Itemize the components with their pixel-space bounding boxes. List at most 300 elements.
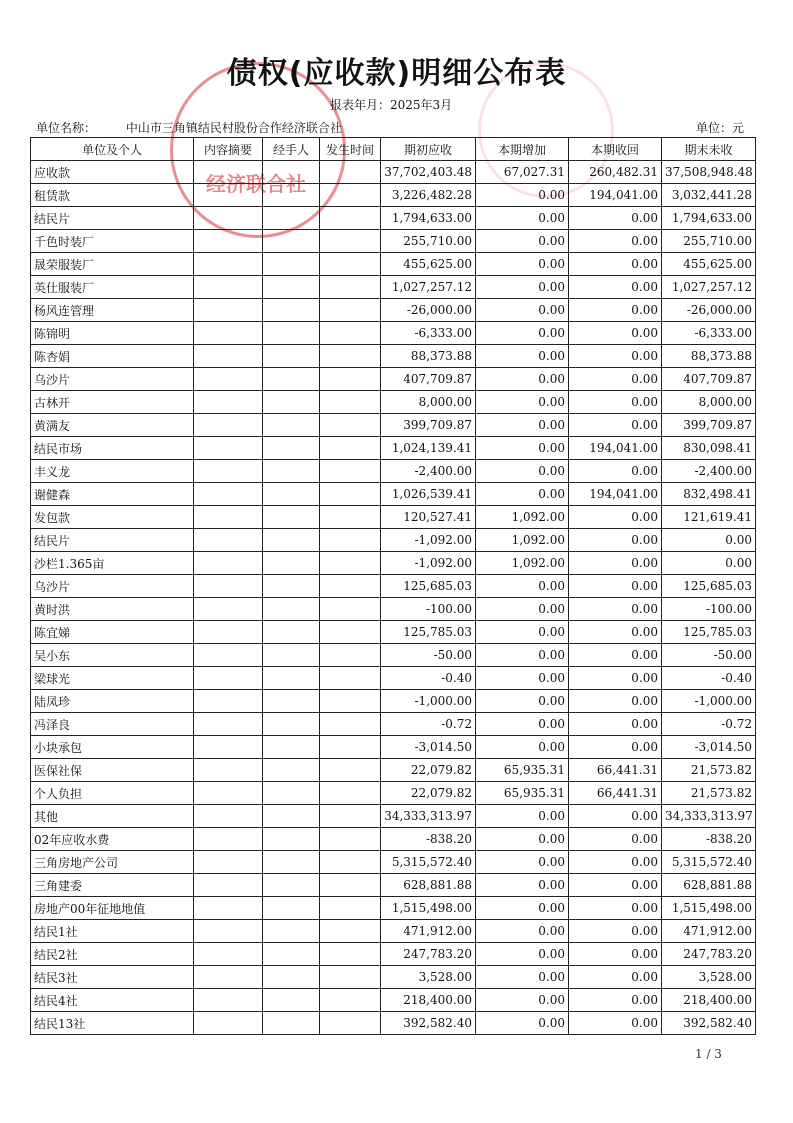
row-name: 发包款 bbox=[31, 506, 194, 529]
row-collected: 0.00 bbox=[569, 368, 662, 391]
row-name: 租赁款 bbox=[31, 184, 194, 207]
row-increase: 0.00 bbox=[476, 483, 569, 506]
row-handler bbox=[263, 759, 320, 782]
row-handler bbox=[263, 690, 320, 713]
row-closing: 0.00 bbox=[662, 529, 756, 552]
row-increase: 0.00 bbox=[476, 851, 569, 874]
row-date bbox=[320, 575, 381, 598]
receivables-table bbox=[30, 137, 756, 1035]
row-collected: 0.00 bbox=[569, 575, 662, 598]
row-summary bbox=[194, 437, 263, 460]
table-row bbox=[31, 253, 756, 276]
table-row bbox=[31, 690, 756, 713]
row-date bbox=[320, 161, 381, 184]
row-date bbox=[320, 368, 381, 391]
row-increase: 0.00 bbox=[476, 322, 569, 345]
row-increase: 65,935.31 bbox=[476, 782, 569, 805]
row-opening: -0.40 bbox=[381, 667, 476, 690]
row-name: 三角建委 bbox=[31, 874, 194, 897]
row-summary bbox=[194, 230, 263, 253]
page-indicator: 1 / 3 bbox=[695, 1047, 722, 1061]
row-name: 黄满友 bbox=[31, 414, 194, 437]
table-row bbox=[31, 644, 756, 667]
report-period: 报表年月：2025年3月 bbox=[330, 98, 453, 112]
table-row bbox=[31, 943, 756, 966]
row-increase: 0.00 bbox=[476, 437, 569, 460]
row-handler bbox=[263, 299, 320, 322]
row-closing: 34,333,313.97 bbox=[662, 805, 756, 828]
row-collected: 0.00 bbox=[569, 621, 662, 644]
table-row bbox=[31, 897, 756, 920]
row-date bbox=[320, 828, 381, 851]
row-date bbox=[320, 253, 381, 276]
row-date bbox=[320, 460, 381, 483]
row-opening: 1,024,139.41 bbox=[381, 437, 476, 460]
row-closing: 830,098.41 bbox=[662, 437, 756, 460]
row-summary bbox=[194, 644, 263, 667]
row-increase: 0.00 bbox=[476, 966, 569, 989]
row-opening: 628,881.88 bbox=[381, 874, 476, 897]
unit-name-label: 单位名称： bbox=[36, 121, 97, 135]
row-collected: 0.00 bbox=[569, 529, 662, 552]
row-increase: 0.00 bbox=[476, 230, 569, 253]
row-increase: 0.00 bbox=[476, 989, 569, 1012]
row-handler bbox=[263, 483, 320, 506]
row-closing: 832,498.41 bbox=[662, 483, 756, 506]
row-increase: 65,935.31 bbox=[476, 759, 569, 782]
row-opening: -6,333.00 bbox=[381, 322, 476, 345]
row-increase: 0.00 bbox=[476, 828, 569, 851]
row-closing: 399,709.87 bbox=[662, 414, 756, 437]
row-handler bbox=[263, 460, 320, 483]
row-closing: -0.40 bbox=[662, 667, 756, 690]
row-date bbox=[320, 690, 381, 713]
row-increase: 0.00 bbox=[476, 368, 569, 391]
row-collected: 0.00 bbox=[569, 276, 662, 299]
table-row bbox=[31, 759, 756, 782]
row-date bbox=[320, 483, 381, 506]
row-closing: 21,573.82 bbox=[662, 782, 756, 805]
row-collected: 0.00 bbox=[569, 736, 662, 759]
row-summary bbox=[194, 851, 263, 874]
row-collected: 0.00 bbox=[569, 207, 662, 230]
row-collected: 0.00 bbox=[569, 299, 662, 322]
row-summary bbox=[194, 621, 263, 644]
row-name: 陈杏娟 bbox=[31, 345, 194, 368]
table-row bbox=[31, 437, 756, 460]
unit-name-line bbox=[36, 119, 342, 136]
row-name: 结民片 bbox=[31, 529, 194, 552]
row-summary bbox=[194, 828, 263, 851]
row-closing: -3,014.50 bbox=[662, 736, 756, 759]
row-opening: -3,014.50 bbox=[381, 736, 476, 759]
row-collected: 260,482.31 bbox=[569, 161, 662, 184]
row-collected: 0.00 bbox=[569, 989, 662, 1012]
row-increase: 0.00 bbox=[476, 391, 569, 414]
row-summary bbox=[194, 529, 263, 552]
row-handler bbox=[263, 598, 320, 621]
col-header-date: 发生时间 bbox=[320, 138, 381, 161]
row-date bbox=[320, 920, 381, 943]
row-closing: 471,912.00 bbox=[662, 920, 756, 943]
row-opening: -838.20 bbox=[381, 828, 476, 851]
row-name: 医保社保 bbox=[31, 759, 194, 782]
row-summary bbox=[194, 207, 263, 230]
row-handler bbox=[263, 966, 320, 989]
row-collected: 0.00 bbox=[569, 874, 662, 897]
row-increase: 0.00 bbox=[476, 575, 569, 598]
row-collected: 0.00 bbox=[569, 253, 662, 276]
row-summary bbox=[194, 920, 263, 943]
row-date bbox=[320, 506, 381, 529]
row-closing: 407,709.87 bbox=[662, 368, 756, 391]
row-name: 02年应收水费 bbox=[31, 828, 194, 851]
row-increase: 0.00 bbox=[476, 667, 569, 690]
row-name: 晟荣服装厂 bbox=[31, 253, 194, 276]
row-summary bbox=[194, 713, 263, 736]
row-summary bbox=[194, 759, 263, 782]
row-collected: 0.00 bbox=[569, 667, 662, 690]
row-handler bbox=[263, 1012, 320, 1035]
row-opening: 125,685.03 bbox=[381, 575, 476, 598]
row-collected: 0.00 bbox=[569, 391, 662, 414]
row-opening: 8,000.00 bbox=[381, 391, 476, 414]
row-increase: 0.00 bbox=[476, 207, 569, 230]
row-opening: 5,315,572.40 bbox=[381, 851, 476, 874]
row-closing: 392,582.40 bbox=[662, 1012, 756, 1035]
row-handler bbox=[263, 207, 320, 230]
row-handler bbox=[263, 230, 320, 253]
table-row bbox=[31, 184, 756, 207]
row-closing: -2,400.00 bbox=[662, 460, 756, 483]
row-handler bbox=[263, 805, 320, 828]
row-name: 丰义龙 bbox=[31, 460, 194, 483]
col-header-party: 单位及个人 bbox=[31, 138, 194, 161]
row-closing: 3,032,441.28 bbox=[662, 184, 756, 207]
table-row bbox=[31, 667, 756, 690]
row-summary bbox=[194, 483, 263, 506]
table-row bbox=[31, 621, 756, 644]
row-date bbox=[320, 966, 381, 989]
table-row bbox=[31, 989, 756, 1012]
row-increase: 0.00 bbox=[476, 299, 569, 322]
row-summary bbox=[194, 345, 263, 368]
row-closing: -6,333.00 bbox=[662, 322, 756, 345]
row-date bbox=[320, 644, 381, 667]
row-summary bbox=[194, 989, 263, 1012]
row-opening: 3,528.00 bbox=[381, 966, 476, 989]
seal-text: 经济联合社 bbox=[206, 172, 306, 196]
row-summary bbox=[194, 690, 263, 713]
row-collected: 0.00 bbox=[569, 943, 662, 966]
row-handler bbox=[263, 713, 320, 736]
row-date bbox=[320, 276, 381, 299]
row-summary bbox=[194, 598, 263, 621]
row-collected: 0.00 bbox=[569, 805, 662, 828]
row-increase: 0.00 bbox=[476, 874, 569, 897]
row-handler bbox=[263, 368, 320, 391]
row-closing: -26,000.00 bbox=[662, 299, 756, 322]
row-handler bbox=[263, 575, 320, 598]
row-collected: 0.00 bbox=[569, 966, 662, 989]
row-name: 个人负担 bbox=[31, 782, 194, 805]
row-handler bbox=[263, 736, 320, 759]
row-increase: 0.00 bbox=[476, 805, 569, 828]
row-name: 谢健森 bbox=[31, 483, 194, 506]
row-closing: -1,000.00 bbox=[662, 690, 756, 713]
table-row bbox=[31, 161, 756, 184]
header-row bbox=[31, 138, 756, 161]
row-opening: 88,373.88 bbox=[381, 345, 476, 368]
row-closing: 1,027,257.12 bbox=[662, 276, 756, 299]
row-opening: 1,515,498.00 bbox=[381, 897, 476, 920]
row-closing: 37,508,948.48 bbox=[662, 161, 756, 184]
row-opening: 37,702,403.48 bbox=[381, 161, 476, 184]
row-opening: 399,709.87 bbox=[381, 414, 476, 437]
row-increase: 67,027.31 bbox=[476, 161, 569, 184]
row-summary bbox=[194, 253, 263, 276]
row-increase: 0.00 bbox=[476, 460, 569, 483]
row-closing: -0.72 bbox=[662, 713, 756, 736]
table-row bbox=[31, 920, 756, 943]
row-date bbox=[320, 322, 381, 345]
row-collected: 0.00 bbox=[569, 552, 662, 575]
table-row bbox=[31, 828, 756, 851]
row-collected: 0.00 bbox=[569, 690, 662, 713]
row-name: 沙栏1.365亩 bbox=[31, 552, 194, 575]
col-header-collected: 本期收回 bbox=[569, 138, 662, 161]
table-row bbox=[31, 322, 756, 345]
row-collected: 194,041.00 bbox=[569, 184, 662, 207]
row-date bbox=[320, 437, 381, 460]
row-summary bbox=[194, 1012, 263, 1035]
row-opening: -1,092.00 bbox=[381, 552, 476, 575]
row-collected: 194,041.00 bbox=[569, 483, 662, 506]
row-increase: 0.00 bbox=[476, 598, 569, 621]
row-closing: 125,685.03 bbox=[662, 575, 756, 598]
table-row bbox=[31, 805, 756, 828]
row-opening: 22,079.82 bbox=[381, 759, 476, 782]
row-closing: 1,794,633.00 bbox=[662, 207, 756, 230]
row-increase: 0.00 bbox=[476, 736, 569, 759]
row-opening: 1,026,539.41 bbox=[381, 483, 476, 506]
row-collected: 0.00 bbox=[569, 598, 662, 621]
row-date bbox=[320, 943, 381, 966]
row-date bbox=[320, 667, 381, 690]
row-name: 结民市场 bbox=[31, 437, 194, 460]
row-handler bbox=[263, 184, 320, 207]
row-date bbox=[320, 897, 381, 920]
row-name: 结民2社 bbox=[31, 943, 194, 966]
row-handler bbox=[263, 828, 320, 851]
row-handler bbox=[263, 621, 320, 644]
row-handler bbox=[263, 851, 320, 874]
row-date bbox=[320, 989, 381, 1012]
table-row bbox=[31, 276, 756, 299]
row-handler bbox=[263, 506, 320, 529]
row-collected: 0.00 bbox=[569, 1012, 662, 1035]
row-name: 杨风连管理 bbox=[31, 299, 194, 322]
row-collected: 0.00 bbox=[569, 414, 662, 437]
row-increase: 1,092.00 bbox=[476, 506, 569, 529]
row-closing: 121,619.41 bbox=[662, 506, 756, 529]
row-opening: -2,400.00 bbox=[381, 460, 476, 483]
table-row bbox=[31, 552, 756, 575]
row-date bbox=[320, 759, 381, 782]
table-row bbox=[31, 598, 756, 621]
row-name: 乌沙片 bbox=[31, 368, 194, 391]
row-date bbox=[320, 414, 381, 437]
row-summary bbox=[194, 805, 263, 828]
row-name: 小块承包 bbox=[31, 736, 194, 759]
table-row bbox=[31, 414, 756, 437]
row-handler bbox=[263, 414, 320, 437]
table-row bbox=[31, 391, 756, 414]
col-header-handler: 经手人 bbox=[263, 138, 320, 161]
row-date bbox=[320, 736, 381, 759]
row-opening: -1,000.00 bbox=[381, 690, 476, 713]
row-opening: -26,000.00 bbox=[381, 299, 476, 322]
row-increase: 0.00 bbox=[476, 621, 569, 644]
row-summary bbox=[194, 184, 263, 207]
row-collected: 66,441.31 bbox=[569, 782, 662, 805]
row-collected: 0.00 bbox=[569, 644, 662, 667]
row-increase: 0.00 bbox=[476, 345, 569, 368]
col-header-increase: 本期增加 bbox=[476, 138, 569, 161]
row-date bbox=[320, 230, 381, 253]
row-summary bbox=[194, 782, 263, 805]
row-opening: 247,783.20 bbox=[381, 943, 476, 966]
row-collected: 0.00 bbox=[569, 920, 662, 943]
table-row bbox=[31, 345, 756, 368]
table-row bbox=[31, 368, 756, 391]
row-handler bbox=[263, 644, 320, 667]
row-date bbox=[320, 184, 381, 207]
row-handler bbox=[263, 391, 320, 414]
row-closing: -100.00 bbox=[662, 598, 756, 621]
row-closing: 125,785.03 bbox=[662, 621, 756, 644]
row-collected: 0.00 bbox=[569, 897, 662, 920]
row-summary bbox=[194, 552, 263, 575]
row-name: 冯泽良 bbox=[31, 713, 194, 736]
row-closing: 247,783.20 bbox=[662, 943, 756, 966]
currency-unit: 单位：元 bbox=[696, 121, 745, 135]
row-closing: 455,625.00 bbox=[662, 253, 756, 276]
row-summary bbox=[194, 276, 263, 299]
row-summary bbox=[194, 414, 263, 437]
table-row bbox=[31, 851, 756, 874]
row-increase: 0.00 bbox=[476, 414, 569, 437]
row-increase: 0.00 bbox=[476, 943, 569, 966]
row-closing: 255,710.00 bbox=[662, 230, 756, 253]
col-header-summary: 内容摘要 bbox=[194, 138, 263, 161]
row-summary bbox=[194, 736, 263, 759]
row-collected: 194,041.00 bbox=[569, 437, 662, 460]
table-row bbox=[31, 230, 756, 253]
row-opening: 218,400.00 bbox=[381, 989, 476, 1012]
row-date bbox=[320, 851, 381, 874]
col-header-opening: 期初应收 bbox=[381, 138, 476, 161]
row-name: 陈宜娣 bbox=[31, 621, 194, 644]
row-handler bbox=[263, 529, 320, 552]
row-closing: 218,400.00 bbox=[662, 989, 756, 1012]
row-increase: 0.00 bbox=[476, 1012, 569, 1035]
row-closing: 8,000.00 bbox=[662, 391, 756, 414]
row-handler bbox=[263, 667, 320, 690]
row-increase: 0.00 bbox=[476, 253, 569, 276]
row-opening: 455,625.00 bbox=[381, 253, 476, 276]
row-date bbox=[320, 874, 381, 897]
row-handler bbox=[263, 874, 320, 897]
row-collected: 0.00 bbox=[569, 851, 662, 874]
row-opening: -1,092.00 bbox=[381, 529, 476, 552]
row-opening: 3,226,482.28 bbox=[381, 184, 476, 207]
table-row bbox=[31, 483, 756, 506]
row-name: 房地产00年征地地值 bbox=[31, 897, 194, 920]
row-collected: 0.00 bbox=[569, 322, 662, 345]
row-increase: 1,092.00 bbox=[476, 529, 569, 552]
row-handler bbox=[263, 897, 320, 920]
row-date bbox=[320, 805, 381, 828]
table-row bbox=[31, 506, 756, 529]
row-date bbox=[320, 552, 381, 575]
row-summary bbox=[194, 322, 263, 345]
row-name: 吴小东 bbox=[31, 644, 194, 667]
row-date bbox=[320, 782, 381, 805]
row-name: 结民3社 bbox=[31, 966, 194, 989]
row-summary bbox=[194, 966, 263, 989]
row-collected: 0.00 bbox=[569, 460, 662, 483]
row-opening: 471,912.00 bbox=[381, 920, 476, 943]
unit-name-value: 中山市三角镇结民村股份合作经济联合社 bbox=[125, 121, 342, 135]
row-summary bbox=[194, 391, 263, 414]
row-name: 其他 bbox=[31, 805, 194, 828]
row-increase: 0.00 bbox=[476, 920, 569, 943]
table-row bbox=[31, 575, 756, 598]
row-collected: 0.00 bbox=[569, 230, 662, 253]
row-closing: 3,528.00 bbox=[662, 966, 756, 989]
table-row bbox=[31, 1012, 756, 1035]
row-closing: 21,573.82 bbox=[662, 759, 756, 782]
row-name: 陆凤珍 bbox=[31, 690, 194, 713]
row-opening: 1,794,633.00 bbox=[381, 207, 476, 230]
row-date bbox=[320, 621, 381, 644]
row-handler bbox=[263, 253, 320, 276]
row-summary bbox=[194, 874, 263, 897]
row-opening: 1,027,257.12 bbox=[381, 276, 476, 299]
row-name: 英仕服装厂 bbox=[31, 276, 194, 299]
row-handler bbox=[263, 943, 320, 966]
row-handler bbox=[263, 782, 320, 805]
row-opening: 120,527.41 bbox=[381, 506, 476, 529]
row-closing: 88,373.88 bbox=[662, 345, 756, 368]
table-row bbox=[31, 207, 756, 230]
row-date bbox=[320, 1012, 381, 1035]
row-name: 结民1社 bbox=[31, 920, 194, 943]
row-summary bbox=[194, 368, 263, 391]
row-collected: 66,441.31 bbox=[569, 759, 662, 782]
table-row bbox=[31, 299, 756, 322]
row-summary bbox=[194, 506, 263, 529]
row-increase: 0.00 bbox=[476, 644, 569, 667]
table-row bbox=[31, 966, 756, 989]
row-collected: 0.00 bbox=[569, 828, 662, 851]
row-opening: -50.00 bbox=[381, 644, 476, 667]
row-increase: 0.00 bbox=[476, 690, 569, 713]
table-row bbox=[31, 874, 756, 897]
row-opening: 22,079.82 bbox=[381, 782, 476, 805]
row-name: 黄时洪 bbox=[31, 598, 194, 621]
